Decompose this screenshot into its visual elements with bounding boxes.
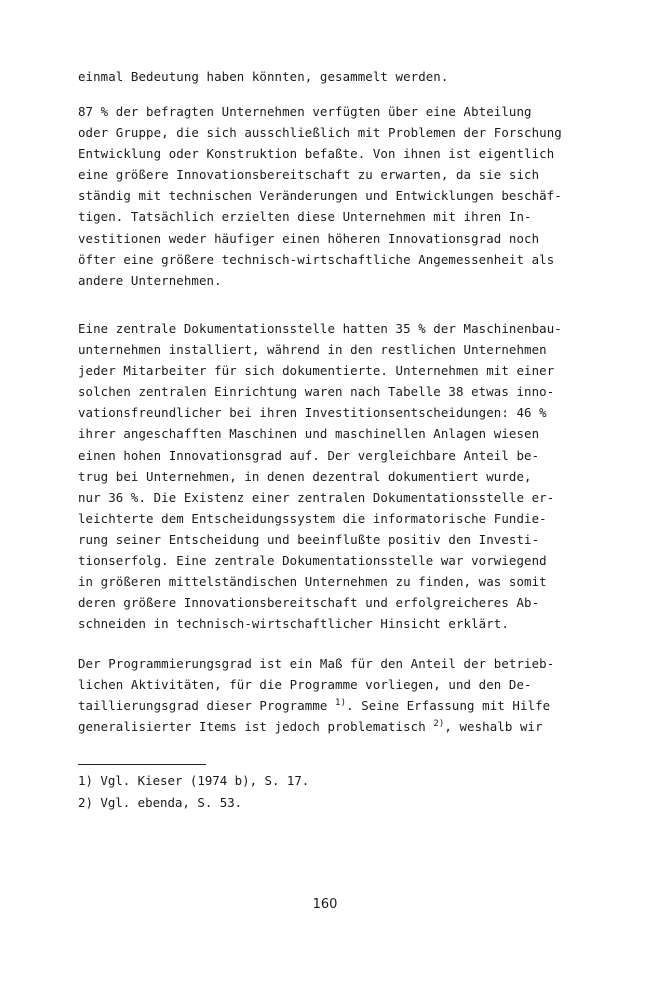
text-line: Eine zentrale Dokumentationsstelle hatten 35 % der Maschinenbau- xyxy=(78,321,562,336)
text-line: einen hohen Innovationsgrad auf. Der vergleichbare Anteil be- xyxy=(78,447,540,463)
text-line: leichterte dem Entscheidungssystem die informatorische Fundie- xyxy=(78,510,547,526)
paragraph-research-department xyxy=(78,101,618,291)
text-segment: , weshalb wir xyxy=(444,719,543,735)
text-line: ständig mit technischen Veränderungen und Entwicklungen beschäf- xyxy=(78,188,562,204)
text-line: tionserfolg. Eine zentrale Dokumentationsstelle war vorwiegend xyxy=(78,553,547,569)
text-line: lichen Aktivitäten, für die Programme vorliegen, und den De- xyxy=(78,677,532,693)
text-segment: . Seine Erfassung mit Hilfe xyxy=(346,698,551,714)
text-segment: taillierungsgrad dieser Programme xyxy=(78,698,336,714)
text-line: jeder Mitarbeiter für sich dokumentierte. Unternehmen mit einer xyxy=(78,363,555,379)
text-line: nur 36 %. Die Existenz einer zentralen Dokumentationsstelle er- xyxy=(78,489,555,505)
text-line: oder Gruppe, die sich ausschließlich mit Problemen der Forschung xyxy=(78,125,562,141)
text-line xyxy=(78,716,618,737)
footnotes xyxy=(78,770,309,813)
text-line: deren größere Innovationsbereitschaft und erfolgreicheres Ab- xyxy=(78,595,540,611)
text-line: unternehmen installiert, während in den restlichen Unternehmen xyxy=(78,342,547,358)
footnote-1: 1) Vgl. Kieser (1974 b), S. 17. xyxy=(78,773,310,788)
page-number: 160 xyxy=(312,897,338,912)
footnote-divider xyxy=(78,764,206,765)
text-line: vestitionen weder häufiger einen höheren Innovationsgrad noch xyxy=(78,230,540,246)
text-line: Entwicklung oder Konstruktion befaßte. Von ihnen ist eigentlich xyxy=(78,146,555,162)
text-line xyxy=(78,695,618,716)
text-line: tigen. Tatsächlich erzielten diese Unternehmen mit ihren In- xyxy=(78,209,532,225)
paragraph-programming-degree xyxy=(78,653,618,737)
text-line: schneiden in technisch-wirtschaftlicher Hinsicht erklärt. xyxy=(78,616,509,632)
text-line: eine größere Innovationsbereitschaft zu erwarten, da sie sich xyxy=(78,167,540,183)
text-line: vationsfreundlicher bei ihren Investitionsentscheidungen: 46 % xyxy=(78,405,547,421)
text-line: in größeren mittelständischen Unternehmen zu finden, was somit xyxy=(78,574,547,590)
text-line: trug bei Unternehmen, in denen dezentral dokumentiert wurde, xyxy=(78,468,532,484)
paragraph-continuation xyxy=(78,66,618,87)
footnote-ref-1: 1) xyxy=(335,698,347,709)
footnote-2: 2) Vgl. ebenda, S. 53. xyxy=(78,794,243,810)
text-line: solchen zentralen Einrichtung waren nach Tabelle 38 etwas inno- xyxy=(78,384,555,400)
text-line: Der Programmierungsgrad ist ein Maß für den Anteil der betrieb- xyxy=(78,656,555,671)
paragraph-documentation-center xyxy=(78,318,618,634)
footnote-ref-2: 2) xyxy=(433,719,445,730)
text-line: öfter eine größere technisch-wirtschaftliche Angemessenheit als xyxy=(78,251,555,267)
text-line: 87 % der befragten Unternehmen verfügten über eine Abteilung xyxy=(78,104,532,119)
text-segment: generalisierter Items ist jedoch problematisch xyxy=(78,719,434,735)
text-line: andere Unternehmen. xyxy=(78,272,222,288)
text-line: rung seiner Entscheidung und beeinflußte positiv den Investi- xyxy=(78,531,540,547)
text-line: ihrer angeschafften Maschinen und maschinellen Anlagen wiesen xyxy=(78,426,540,442)
text-line: einmal Bedeutung haben könnten, gesammelt werden. xyxy=(78,69,449,84)
